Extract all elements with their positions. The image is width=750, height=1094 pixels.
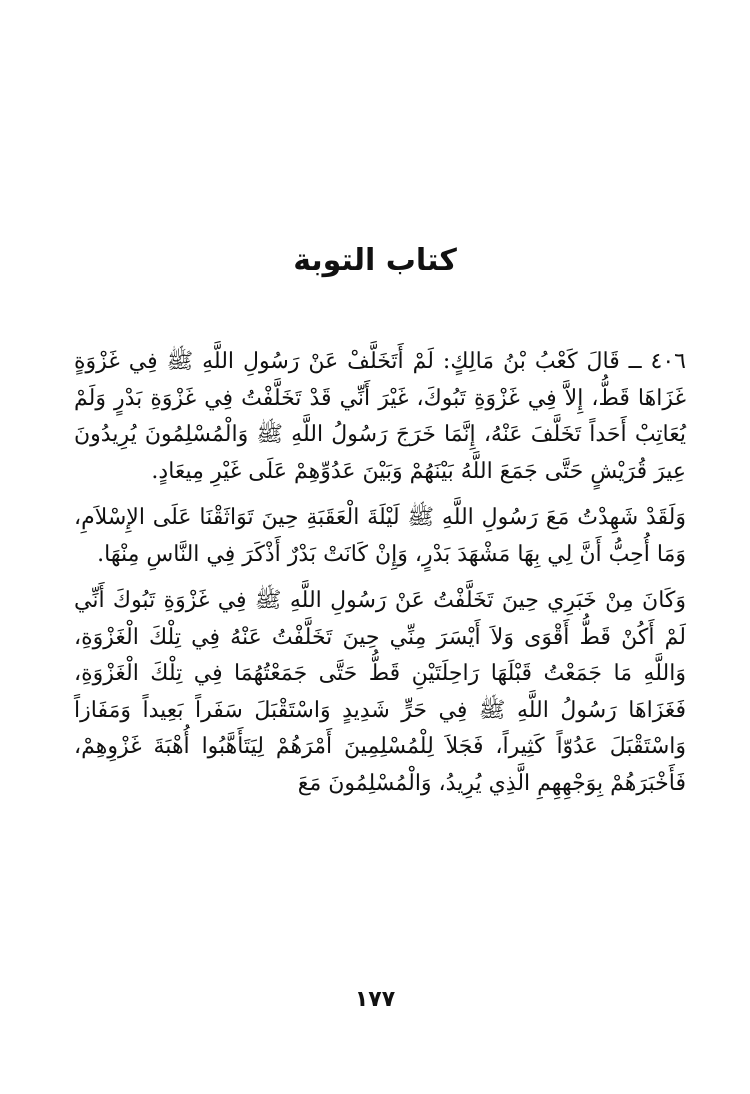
paragraph: وَكَانَ مِنْ خَبَرِي حِينَ تَخَلَّفْتُ عَنْ رَسُولِ اللَّهِ ﷺ فِي غَزْوَةِ تَبُوكَ أَنِّي لَمْ أَكُنْ قَطُّ أَقْوَى وَلاَ أَيْسَرَ مِنِّي حِينَ تَخَلَّفْتُ عَنْهُ فِي تِلْكَ الْغَزْوَةِ، وَاللَّهِ مَا جَمَعْتُ قَبْلَهَا رَاحِلَتَيْنِ قَطُّ حَتَّى جَمَعْتُهُمَا فِي تِلْكَ الْغَزْوَةِ، فَغَزَاهَا رَسُولُ اللَّهِ ﷺ فِي حَرٍّ شَدِيدٍ وَاسْتَقْبَلَ سَفَراً بَعِيداً وَمَفَازاً وَاسْتَقْبَلَ عَدُوّاً كَثِيراً، فَجَلاَ لِلْمُسْلِمِينَ أَمْرَهُمْ لِيَتَأَهَّبُوا أُهْبَةَ غَزْوِهِمْ، فَأَخْبَرَهُمْ بِوَجْهِهِمِ الَّذِي يُرِيدُ، وَالْمُسْلِمُونَ مَعَ	[74, 588, 686, 796]
page-number: ١٧٧	[354, 987, 396, 1012]
chapter-title: كتاب التوبة	[293, 243, 457, 278]
paragraph: وَلَقَدْ شَهِدْتُ مَعَ رَسُولِ اللَّهِ ﷺ لَيْلَةَ الْعَقَبَةِ حِينَ تَوَاثَقْنَا عَلَى الإِسْلاَمِ، وَمَا أُحِبُّ أَنَّ لِي بِهَا مَشْهَدَ بَدْرٍ، وَإِنْ كَانَتْ بَدْرٌ أَذْكَرَ فِي النَّاسِ مِنْهَا.	[74, 505, 686, 567]
paragraph: ٤٠٦ ــ قَالَ كَعْبُ بْنُ مَالِكٍ: لَمْ أَتَخَلَّفْ عَنْ رَسُولِ اللَّهِ ﷺ فِي غَزْوَةٍ غَزَاهَا قَطُّ، إِلاَّ فِي غَزْوَةِ تَبُوكَ، غَيْرَ أَنِّي قَدْ تَخَلَّفْتُ فِي غَزْوَةِ بَدْرٍ وَلَمْ يُعَاتِبْ أَحَداً تَخَلَّفَ عَنْهُ، إِنَّمَا خَرَجَ رَسُولُ اللَّهِ ﷺ وَالْمُسْلِمُونَ يُرِيدُونَ عِيرَ قُرَيْشٍ حَتَّى جَمَعَ اللَّهُ بَيْنَهُمْ وَبَيْنَ عَدُوِّهِمْ عَلَى غَيْرِ مِيعَادٍ.	[74, 349, 686, 484]
page-body-text	[74, 344, 686, 812]
